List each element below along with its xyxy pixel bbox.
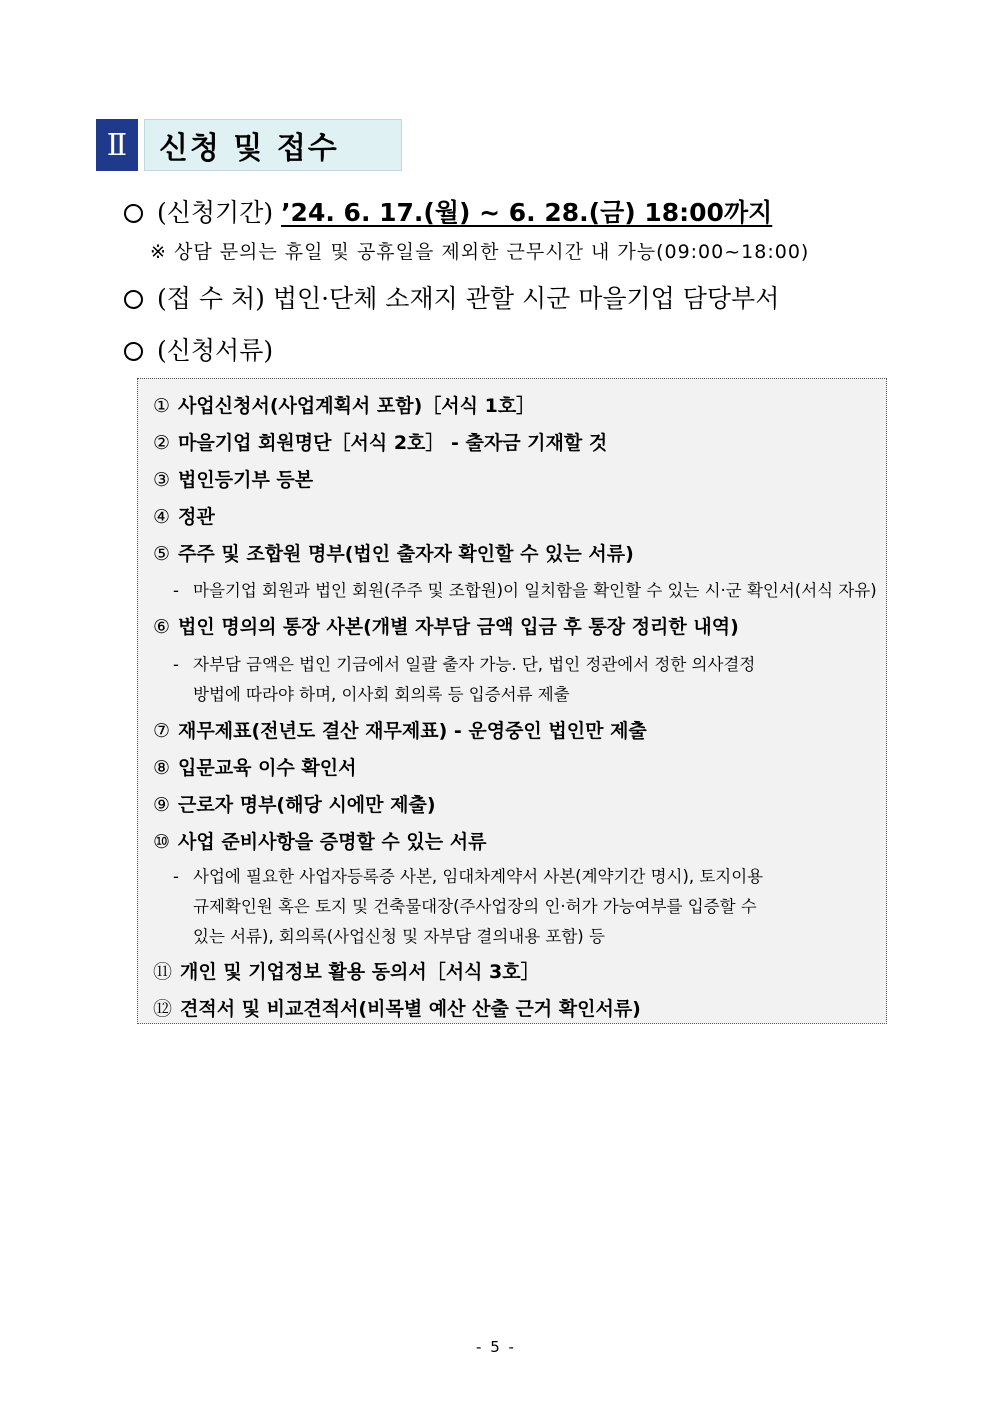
document-subnote: - 마을기업 회원과 법인 회원(주주 및 조합원)이 일치함을 확인할 수 있는 시·군 확인서(서식 자유) — [173, 581, 877, 600]
documents-heading — [124, 331, 273, 367]
document-subnote: - 자부담 금액은 법인 기금에서 일괄 출자 가능. 단, 법인 정관에서 정한 의사결정 — [173, 655, 756, 674]
circle-bullet-icon — [124, 290, 143, 309]
document-item: ⑧ 입문교육 이수 확인서 — [153, 757, 357, 779]
application-period — [124, 193, 772, 229]
consultation-note: ※ 상담 문의는 휴일 및 공휴일을 제외한 근무시간 내 가능(09:00~18:00) — [150, 241, 810, 263]
period-label: (신청기간) — [157, 198, 274, 227]
document-item: ⑦ 재무제표(전년도 결산 재무제표) - 운영중인 법인만 제출 — [153, 720, 647, 742]
circle-bullet-icon — [124, 342, 143, 361]
document-item: ⑥ 법인 명의의 통장 사본(개별 자부담 금액 입금 후 통장 정리한 내역) — [153, 616, 739, 638]
period-value: ’24. 6. 17.(월) ~ 6. 28.(금) 18:00까지 — [281, 198, 773, 227]
document-item: ③ 법인등기부 등본 — [153, 469, 314, 491]
document-item: ⑩ 사업 준비사항을 증명할 수 있는 서류 — [153, 831, 487, 853]
section-header — [96, 119, 402, 171]
reception-label: (접 수 처) — [157, 284, 265, 313]
document-subnote: - 사업에 필요한 사업자등록증 사본, 임대차계약서 사본(계약기간 명시), 토지이용 — [173, 867, 764, 886]
document-subnote-continuation: 규제확인원 혹은 토지 및 건축물대장(주사업장의 인·허가 가능여부를 입증할 수 — [193, 897, 757, 916]
document-subnote-continuation: 방법에 따라야 하며, 이사회 회의록 등 입증서류 제출 — [193, 685, 570, 704]
document-item: ④ 정관 — [153, 506, 215, 528]
documents-box — [137, 378, 887, 1024]
document-subnote-continuation: 있는 서류), 회의록(사업신청 및 자부담 결의내용 포함) 등 — [193, 927, 605, 946]
section-number: Ⅱ — [96, 119, 138, 171]
document-item: ② 마을기업 회원명단［서식 2호］ - 출자금 기재할 것 — [153, 432, 608, 454]
document-item: ⑫ 견적서 및 비교견적서(비목별 예산 산출 근거 확인서류) — [153, 998, 641, 1020]
section-title: 신청 및 접수 — [144, 119, 402, 171]
circle-bullet-icon — [124, 204, 143, 223]
document-item: ⑤ 주주 및 조합원 명부(법인 출자자 확인할 수 있는 서류) — [153, 543, 634, 565]
reception-value: 법인·단체 소재지 관할 시군 마을기업 담당부서 — [272, 284, 780, 313]
document-item: ⑪ 개인 및 기업정보 활용 동의서［서식 3호］ — [153, 961, 540, 983]
document-item: ① 사업신청서(사업계획서 포함)［서식 1호］ — [153, 395, 536, 417]
document-item: ⑨ 근로자 명부(해당 시에만 제출) — [153, 794, 436, 816]
documents-label: (신청서류) — [157, 336, 274, 365]
reception-office — [124, 279, 779, 315]
page-number: - 5 - — [476, 1338, 516, 1356]
